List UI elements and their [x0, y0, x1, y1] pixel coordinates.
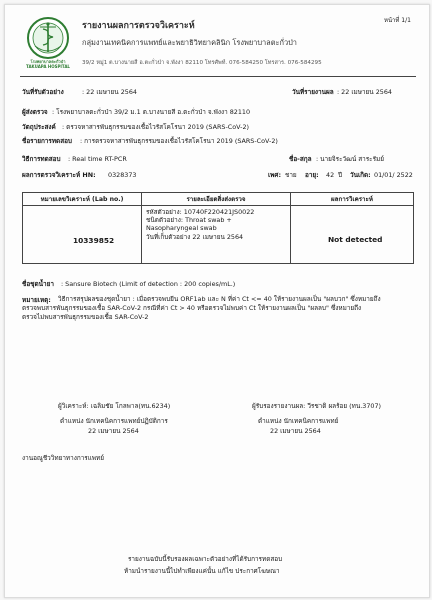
- purpose-label: วัตถุประสงค์: [22, 123, 56, 131]
- col-result: ผลการวิเคราะห์: [291, 193, 414, 206]
- remark-line-3: ตรวจไม่พบสารพันธุกรรมของเชื้อ SAR-CoV-2: [22, 313, 149, 321]
- remark-line-1: วิธีการสรุปผลของชุดน้ำยา : เมื่อตรวจพบยีน ORF1ab และ N ที่ค่า Ct <= 40 ให้รายงานผลเป็น "ผลบวก" ซึ่งหมายถึง: [58, 295, 381, 303]
- report-title: รายงานผลการตรวจวิเคราะห์: [82, 21, 195, 31]
- result-table: [22, 192, 414, 264]
- report-date-value: : 22 เมษายน 2564: [337, 88, 392, 96]
- test-name-value: : การตรวจหาสารพันธุกรรมของเชื้อไวรัสโคโรนา 2019 (SARS-CoV-2): [80, 137, 278, 145]
- sex-label: เพศ:: [268, 171, 282, 179]
- result-value: Not detected: [328, 235, 383, 244]
- logo-caption-en: TAKUAPA HOSPITAL: [26, 64, 70, 69]
- unit-name: งานอณูชีววิทยาทางการแพทย์: [22, 454, 105, 462]
- sender-label: ผู้ส่งตรวจ: [22, 108, 48, 116]
- collect-date-value: : 22 เมษายน 2564: [82, 88, 137, 96]
- patient-name-label: ชื่อ-สกุล: [289, 155, 312, 163]
- purpose-value: : ตรวจหาสารพันธุกรรมของเชื้อไวรัสโคโรนา 2019 (SARS-CoV-2): [62, 123, 250, 131]
- logo-caption: [20, 59, 76, 69]
- analyst-date: 22 เมษายน 2564: [88, 427, 139, 435]
- table-row: [23, 206, 414, 264]
- certifier-signature: ผู้รับรองรายงานผล: วีรชาติ ผลร้อย (ทน.3707): [252, 402, 382, 410]
- hospital-address: 39/2 หมู่1 ต.บางนายสี อ.ตะกั่วป่า จ.พังงา 82110 โทรศัพท์. 076-584250 โทรสาร. 076-584295: [82, 60, 322, 66]
- hn-label: ผลการตรวจวิเคราะห์ HN:: [22, 171, 96, 179]
- test-name-label: ชื่อรายการทดสอบ: [22, 137, 72, 145]
- sample-code: รหัสตัวอย่าง: 10740F220421JS0022: [146, 208, 255, 216]
- age-label: อายุ:: [305, 171, 319, 179]
- header-divider: [20, 76, 416, 77]
- details-cell: [142, 206, 291, 264]
- certifier-position: ตำแหน่ง นักเทคนิคการแพทย์: [258, 417, 339, 425]
- age-value: 42: [326, 171, 335, 179]
- footer-line-1: รายงานฉบับนี้รับรองผลเฉพาะตัวอย่างที่ได้รับการทดสอบ: [128, 555, 283, 563]
- result-cell: [291, 206, 414, 264]
- remark-label: หมายเหตุ:: [22, 296, 51, 304]
- lab-no-cell: [23, 206, 142, 264]
- department-name: กลุ่มงานเทคนิคการแพทย์และพยาธิวิทยาคลินิก โรงพยาบาลตะกั่วป่า: [82, 38, 297, 47]
- sex-value: ชาย: [285, 171, 297, 179]
- logo-caption-thai: โรงพยาบาลตะกั่วป่า: [30, 59, 66, 64]
- dob-value: 01/01/ 2522: [374, 171, 413, 179]
- collect-date-label: วันที่รับตัวอย่าง: [22, 88, 64, 96]
- table-header-row: [23, 193, 414, 206]
- col-details: รายละเอียดสิ่งส่งตรวจ: [142, 193, 291, 206]
- age-unit: ปี: [338, 171, 343, 179]
- report-date-label: วันที่รายงานผล: [292, 88, 334, 96]
- analyst-signature: ผู้วิเคราะห์: เฉลิมชัย โกลพาล(ทน.6234): [58, 402, 171, 410]
- method-value: : Real time RT-PCR: [68, 155, 127, 163]
- sample-collect-date: วันที่เก็บตัวอย่าง 22 เมษายน 2564: [146, 233, 244, 241]
- analyst-position: ตำแหน่ง นักเทคนิคการแพทย์ปฏิบัติการ: [60, 417, 168, 425]
- patient-name-value: : นายจิระวัฒน์ สาระรัมย์: [316, 155, 385, 163]
- kit-label: ชื่อชุดน้ำยา: [22, 280, 54, 288]
- dob-label: วันเกิด:: [350, 171, 371, 179]
- sample-type-cont: Nasopharyngeal swab: [146, 224, 217, 232]
- lab-no-value: 10339852: [73, 236, 115, 245]
- remark-line-2: ตรวจพบสารพันธุกรรมของเชื้อ SAR-CoV-2 กรณีที่ค่า Ct > 40 หรือตรวจไม่พบค่า Ct ให้รายงานผลเป็น "ผลลบ" ซึ่งหมายถึง: [22, 304, 362, 312]
- kit-value: : Sansure Biotech (Limit of detection : 200 copies/mL.): [61, 280, 236, 288]
- sample-type: ชนิดตัวอย่าง: Throat swab +: [146, 216, 232, 224]
- page-number: หน้าที่ 1/1: [384, 17, 411, 24]
- method-label: วิธีการทดสอบ: [22, 155, 61, 163]
- footer-line-2: ห้ามนำรายงานนี้ไปทำเพียงแค่นั้น แก้ไข ประกาศโฆษณา: [124, 567, 280, 575]
- col-lab-no: หมายเลขวิเคราะห์ (Lab no.): [23, 193, 142, 206]
- hn-value: 0328373: [108, 171, 137, 179]
- hospital-logo: [26, 16, 70, 60]
- certifier-date: 22 เมษายน 2564: [270, 427, 321, 435]
- sender-value: : โรงพยาบาลตะกั่วป่า 39/2 ม.1 ต.บางนายสี อ.ตะกั่วป่า จ.พังงา 82110: [52, 108, 251, 116]
